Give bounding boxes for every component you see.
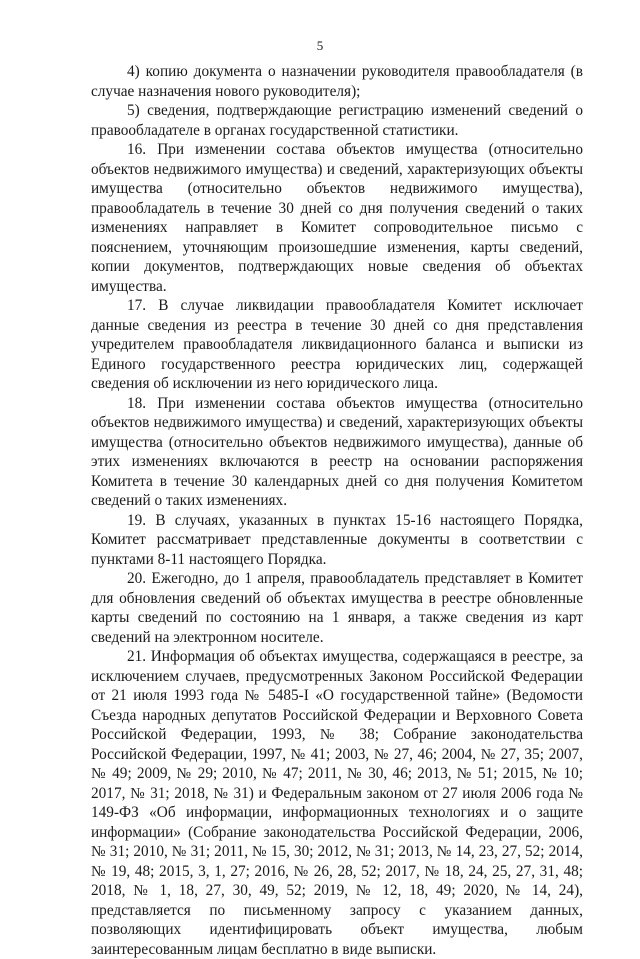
- paragraph-clause-19: 19. В случаях, указанных в пунктах 15-16 настоящего Порядка, Комитет рассматривает представленные документы в соответствии с пунктами 8-11 настоящего Порядка.: [91, 511, 583, 568]
- paragraph-clause-16: 16. При изменении состава объектов имущества (относительно объектов недвижимого имущества) и сведений, характеризующих объекты имущества (относительно объектов недвижимого имущества), правообладатель в течение 30 дней со дня получения сведений о таких изменениях направляет в Комитет сопроводительное письмо с пояснением, уточняющим произошедшие изменения, карты сведений, копии документов, подтверждающих новые сведения об объектах имущества.: [91, 141, 583, 295]
- paragraph-clause-18: 18. При изменении состава объектов имущества (относительно объектов недвижимого имущества) и сведений, характеризующих объекты имущества (относительно объектов недвижимого имущества), данные об этих изменениях включаются в реестр на основании распоряжения Комитета в течение 30 календарных дней со дня получения Комитетом сведений о таких изменениях.: [91, 394, 583, 509]
- document-body: [91, 62, 583, 959]
- paragraph-clause-21: 21. Информация об объектах имущества, содержащаяся в реестре, за исключением случаев, предусмотренных Законом Российской Федерации от 21 июля 1993 года № 5485-I «О государственной тайне» (Ведомости Съезда народных депутатов Российской Федерации и Верховного Совета Российской Федерации, 1993, № 38; Собрание законодательства Российской Федерации, 1997, № 41; 2003, № 27, 46; 2004, № 27, 35; 2007, № 49; 2009, № 29; 2010, № 47; 2011, № 30, 46; 2013, № 51; 2015, № 10; 2017, № 31; 2018, № 31) и Федеральным законом от 27 июля 2006 года № 149-ФЗ «Об информации, информационных технологиях и о защите информации» (Собрание законодательства Российской Федерации, 2006, № 31; 2010, № 31; 2011, № 15, 30; 2012, № 31; 2013, № 14, 23, 27, 52; 2014, № 19, 48; 2015, 3, 1, 27; 2016, № 26, 28, 52; 2017, № 18, 24, 25, 27, 31, 48; 2018, № 1, 18, 27, 30, 49, 52; 2019, № 12, 18, 49; 2020, № 14, 24), представляется по письменному запросу с указанием данных, позволяющих идентифицировать объект имущества, любым заинтересованным лицам бесплатно в виде выписки.: [91, 648, 583, 958]
- paragraph-clause-17: 17. В случае ликвидации правообладателя Комитет исключает данные сведения из реестра в течение 30 дней со дня представления учредителем правообладателя ликвидационного баланса и выписки из Единого государственного реестра юридических лиц, содержащей сведения об исключении из него юридического лица.: [91, 297, 583, 392]
- paragraph-item-4: 4) копию документа о назначении руководителя правообладателя (в случае назначения нового руководителя);: [91, 63, 583, 100]
- paragraph-item-5: 5) сведения, подтверждающие регистрацию изменений сведений о правообладателе в органах государственной статистики.: [91, 102, 583, 139]
- page-number: 5: [316, 38, 324, 53]
- paragraph-clause-20: 20. Ежегодно, до 1 апреля, правообладатель представляет в Комитет для обновления сведений об объектах имущества в реестре обновленные карты сведений по состоянию на 1 января, а также сведения из карт сведений на электронном носителе.: [91, 570, 583, 646]
